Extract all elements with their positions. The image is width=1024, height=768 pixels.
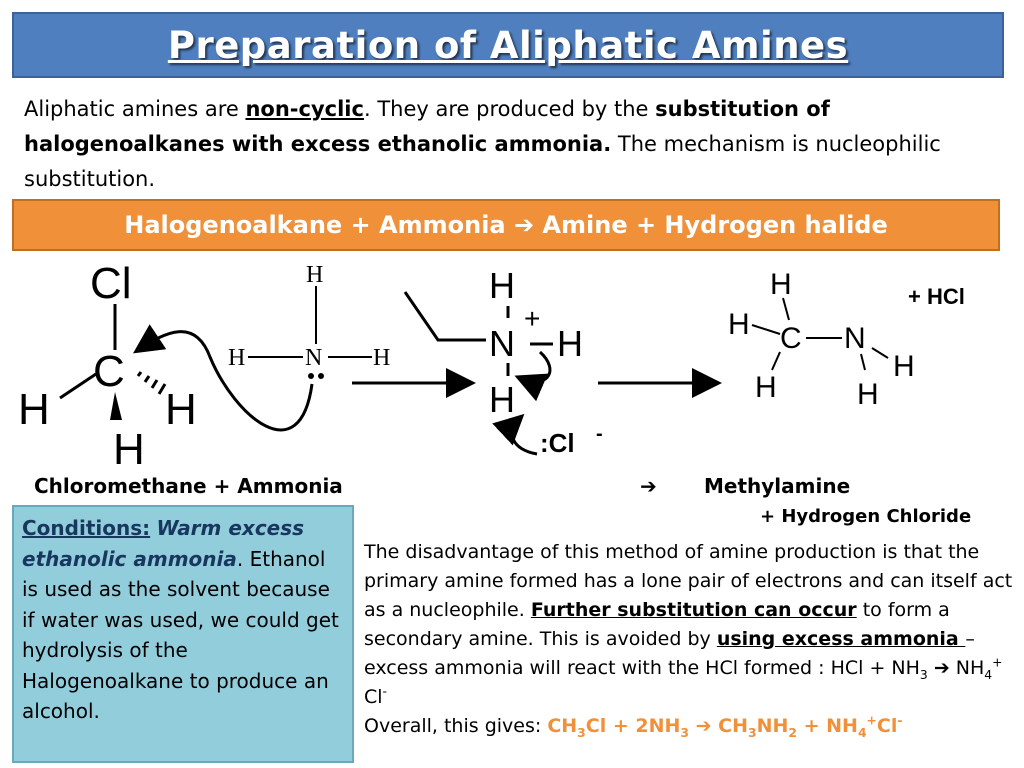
eq-sup: + — [866, 713, 877, 728]
disadv-excess: using excess ammonia — [716, 628, 966, 650]
disadv-sub3: 3 — [919, 667, 928, 682]
conditions-box — [12, 505, 354, 763]
eq-part: Cl — [876, 715, 898, 737]
label-byproduct: + Hydrogen Chloride — [760, 506, 972, 527]
ma-bond-n-h1 — [872, 348, 888, 358]
ma-h-left: H — [728, 308, 750, 341]
bond-c-h-left — [60, 374, 96, 398]
eq-sub: 4 — [857, 725, 867, 740]
disadv-sup-plus: + — [992, 655, 1003, 670]
atom-h-left: H — [18, 385, 50, 434]
eq-part: + NH — [797, 715, 858, 737]
ma-c: C — [780, 322, 802, 355]
ma-n: N — [844, 322, 866, 355]
int-n: N — [489, 323, 515, 364]
conditions-ethanolic: ethanolic ammonia — [22, 546, 237, 571]
eq-sub: 3 — [680, 725, 689, 740]
equation-banner-text: Halogenoalkane + Ammonia ➔ Amine + Hydrogen halide — [124, 211, 888, 239]
intro-substitution: substitution of halogenoalkanes with excess ethanolic ammonia. — [24, 97, 830, 156]
nh3-h-right: H — [373, 345, 391, 371]
disadvantage-paragraph — [364, 538, 1014, 741]
eq-part: CH — [547, 715, 578, 737]
equation-banner — [12, 199, 1000, 251]
intro-text-5: The mechanism is nucleophilic substitution. — [24, 132, 941, 191]
lone-pair-dot — [318, 373, 324, 379]
ma-bond-n-h2 — [861, 354, 865, 370]
atom-h-right: H — [165, 385, 197, 434]
disadv-text-5: – excess ammonia will react with the HCl formed : HCl + NH — [364, 628, 975, 679]
eq-sup: - — [897, 713, 903, 728]
disadv-text-3: to form a secondary amine. This is avoided by — [364, 599, 950, 650]
nh3-n: N — [305, 345, 323, 371]
bond-c-h-wedge — [110, 392, 122, 420]
ma-h-n1: H — [893, 350, 915, 383]
eq-sub: 3 — [577, 725, 586, 740]
eq-sub: 2 — [788, 725, 797, 740]
label-reactants: Chloromethane + Ammonia — [34, 474, 343, 498]
atom-h-bottom: H — [113, 425, 145, 474]
intro-non-cyclic: non-cyclic — [245, 97, 364, 121]
nh3-h-top: H — [306, 262, 324, 288]
bond-c-h-hashed — [138, 372, 165, 394]
disadv-further: Further substitution can occur — [530, 599, 857, 621]
plus-hcl: + HCl — [908, 284, 965, 309]
int-h-right: H — [557, 323, 583, 364]
disadv-sub4: 4 — [984, 667, 993, 682]
label-product: Methylamine — [704, 474, 851, 498]
chloride-charge: - — [596, 423, 603, 445]
disadv-text-6: ➔ NH — [927, 657, 985, 679]
intro-text-3: . They are produced by the — [363, 97, 656, 121]
overall-equation — [547, 713, 903, 740]
eq-sub: 3 — [748, 725, 757, 740]
int-h-bottom: H — [489, 379, 515, 420]
ma-h-top: H — [770, 268, 792, 301]
conditions-dot: . — [236, 546, 244, 571]
ma-h-bottom: H — [755, 371, 777, 404]
disadv-overall: Overall, this gives: — [364, 715, 548, 737]
intro-text-1: Aliphatic amines are — [24, 97, 246, 121]
intro-paragraph — [24, 92, 1014, 197]
atom-c1: C — [93, 347, 125, 396]
chloride-ion: :Cl — [540, 428, 575, 458]
page-title: Preparation of Aliphatic Amines — [167, 23, 849, 67]
int-h-top: H — [489, 265, 515, 306]
eq-part: NH — [756, 715, 789, 737]
ma-h-n2: H — [857, 378, 879, 411]
ma-bond-top — [783, 298, 789, 320]
nh3-h-left: H — [228, 345, 246, 371]
mechanism-diagram — [0, 252, 1024, 502]
eq-part: Cl + 2NH — [585, 715, 681, 737]
disadv-text-1: The disadvantage of this method of amine production is that the primary amine formed has a lone pair of electrons and can itself act as a nucleophile. — [364, 541, 1013, 621]
label-arrow: ➔ — [640, 474, 657, 498]
ma-bond-bottom — [772, 352, 780, 370]
disadv-text-7: Cl — [364, 686, 383, 708]
disadv-sup-minus: - — [382, 684, 388, 699]
conditions-body: Ethanol is used as the solvent because if water was used, we could get hydrolysis of the Halogenoalkane to produce an alcohol. — [22, 546, 339, 723]
conditions-heading: Conditions: — [22, 516, 151, 540]
bond-ethyl-chain — [405, 292, 486, 340]
ma-bond-left — [752, 325, 780, 334]
atom-cl: Cl — [90, 259, 132, 308]
curly-arrow-bond — [520, 352, 550, 382]
title-banner — [12, 12, 1004, 78]
int-plus: + — [524, 303, 541, 334]
eq-part: ➔ CH — [689, 715, 748, 737]
curly-arrow-chloride — [512, 418, 537, 454]
lone-pair-dot — [308, 373, 314, 379]
conditions-warm: Warm excess — [156, 516, 305, 540]
